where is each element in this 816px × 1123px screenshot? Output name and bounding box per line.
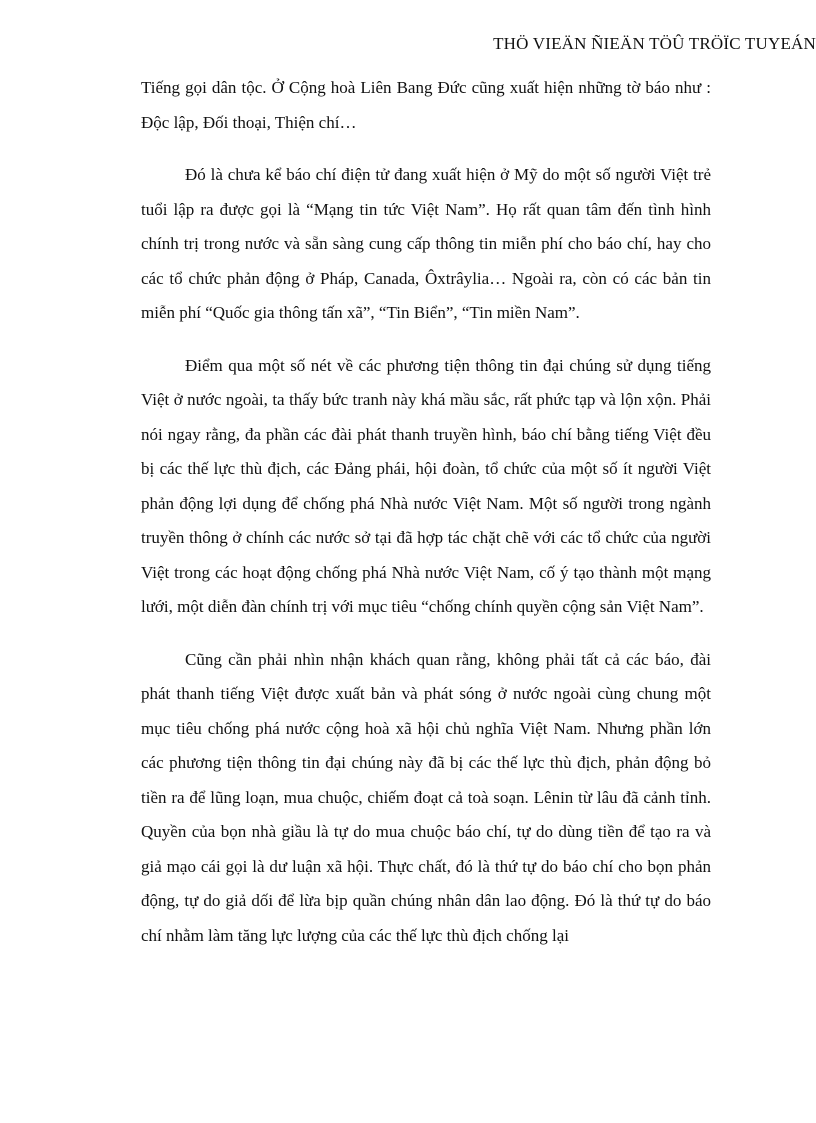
paragraph-3: Điểm qua một số nét về các phương tiện thông tin đại chúng sử dụng tiếng Việt ở nước ngoài, ta thấy bức tranh này khá mầu sắc, rất phức tạp và lộn xộn. Phải nói ngay rằng, đa phần các đài phát thanh truyền hình, báo chí bằng tiếng Việt đều bị các thế lực thù địch, các Đảng phái, hội đoàn, tổ chức của một số ít người Việt phản động lợi dụng để chống phá Nhà nước Việt Nam. Một số người trong ngành truyền thông ở chính các nước sở tại đã hợp tác chặt chẽ với các tổ chức của người Việt trong các hoạt động chống phá Nhà nước Việt Nam, cố ý tạo thành một mạng lưới, một diễn đàn chính trị với mục tiêu “chống chính quyền cộng sản Việt Nam”. bbox=[141, 355, 711, 616]
paragraph-2: Đó là chưa kể báo chí điện tử đang xuất hiện ở Mỹ do một số người Việt trẻ tuổi lập ra được gọi là “Mạng tin tức Việt Nam”. Họ rất quan tâm đến tình hình chính trị trong nước và sẵn sàng cung cấp thông tin miễn phí cho báo chí, hay cho các tổ chức phản động ở Pháp, Canada, Ôxtrâylia… Ngoài ra, còn có các bản tin miễn phí “Quốc gia thông tấn xã”, “Tin Biển”, “Tin miền Nam”. bbox=[141, 165, 711, 322]
paragraph-1: Tiếng gọi dân tộc. Ở Cộng hoà Liên Bang Đức cũng xuất hiện những tờ báo như : Độc lập, Đối thoại, Thiện chí… bbox=[141, 78, 711, 132]
page-header: THÖ VIEÄN ÑIEÄN TÖÛ TRÖÏC TUYEÁN bbox=[493, 34, 816, 53]
document-body bbox=[141, 71, 711, 971]
paragraph-4: Cũng cần phải nhìn nhận khách quan rằng, không phải tất cả các báo, đài phát thanh tiếng Việt được xuất bản và phát sóng ở nước ngoài cùng chung một mục tiêu chống phá nước cộng hoà xã hội chủ nghĩa Việt Nam. Nhưng phần lớn các phương tiện thông tin đại chúng này đã bị các thế lực thù địch, phản động bỏ tiền ra để lũng loạn, mua chuộc, chiếm đoạt cả toà soạn. Lênin từ lâu đã cảnh tỉnh. Quyền của bọn nhà giầu là tự do mua chuộc báo chí, tự do dùng tiền để tạo ra và giả mạo cái gọi là dư luận xã hội. Thực chất, đó là thứ tự do báo chí cho bọn phản động, tự do giả dối để lừa bịp quần chúng nhân dân lao động. Đó là thứ tự do báo chí nhằm làm tăng lực lượng của các thế lực thù địch chống lại bbox=[141, 649, 711, 945]
